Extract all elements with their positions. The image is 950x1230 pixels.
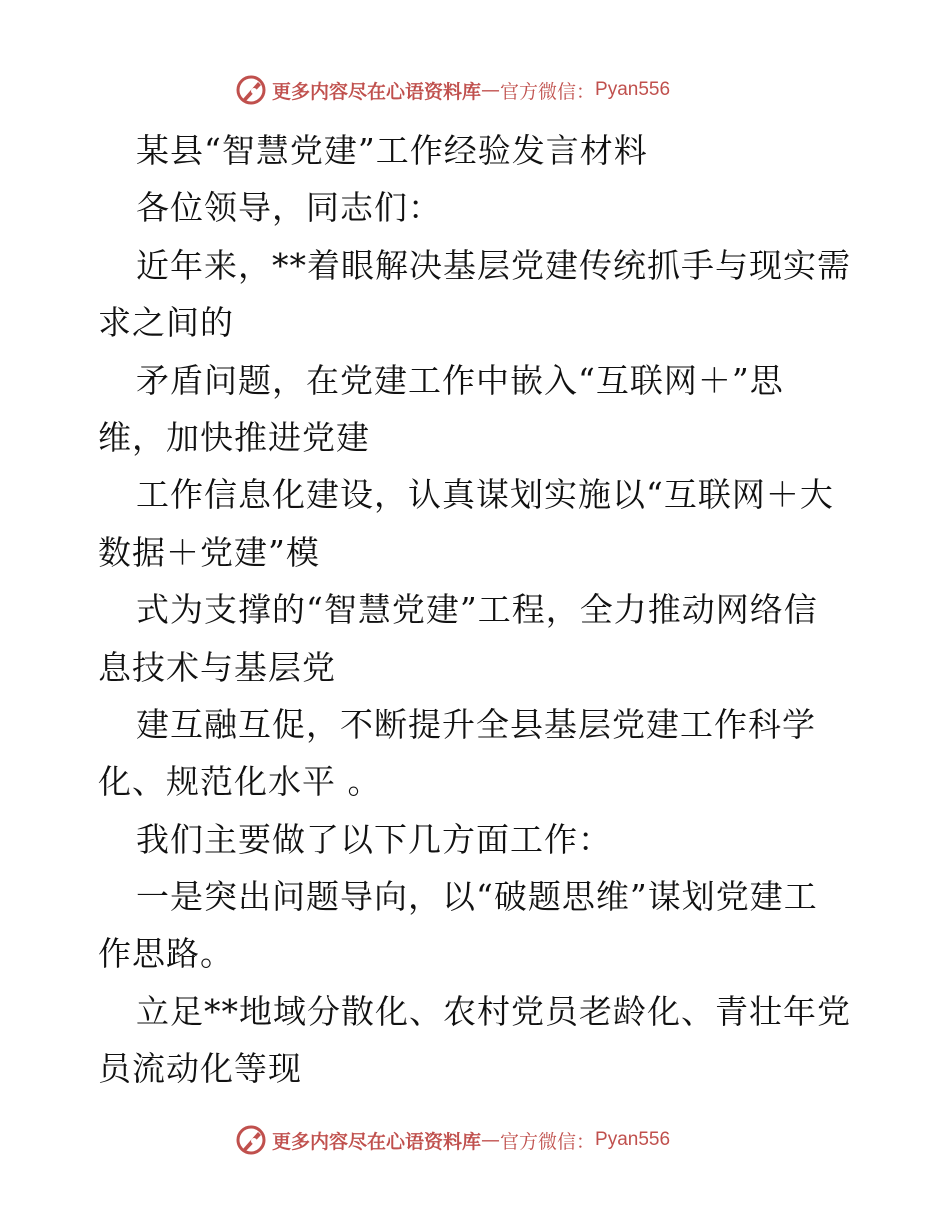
watermark-dash: —	[481, 1129, 501, 1151]
watermark-wechat-id: Pyan556	[595, 79, 671, 100]
text-line: 式为支撑的“智慧党建”工程，全力推动网络信	[136, 590, 818, 630]
text-line: 矛盾问题，在党建工作中嵌入“互联网＋”思	[136, 360, 784, 400]
text-line: 员流动化等现	[98, 1049, 302, 1089]
watermark-main-text: 更多内容尽在心语资料库	[272, 80, 482, 103]
watermark-sub-text: 官方微信：	[500, 1130, 596, 1153]
footer-watermark	[234, 1122, 670, 1158]
text-line: 求之间的	[98, 303, 234, 343]
pen-logo-icon	[234, 73, 268, 107]
text-line: 工作信息化建设，认真谋划实施以“互联网＋大	[136, 475, 834, 515]
text-line: 作思路。	[98, 934, 234, 974]
text-line: 我们主要做了以下几方面工作：	[136, 819, 612, 859]
text-line: 立足**地域分散化、农村党员老龄化、青壮年党	[136, 991, 851, 1031]
pen-logo-icon	[234, 1123, 268, 1157]
document-body	[98, 122, 858, 1098]
text-line: 某县“智慧党建”工作经验发言材料	[136, 131, 648, 170]
text-line: 各位领导，同志们：	[136, 188, 442, 228]
text-line: 一是突出问题导向，以“破题思维”谋划党建工	[136, 877, 818, 917]
header-watermark	[234, 72, 670, 108]
watermark-dash: —	[481, 79, 501, 101]
text-line: 数据＋党建”模	[98, 532, 320, 572]
watermark-main-text: 更多内容尽在心语资料库	[272, 1130, 482, 1153]
text-line: 近年来，**着眼解决基层党建传统抓手与现实需	[136, 245, 851, 285]
text-line: 化、规范化水平 。	[98, 762, 382, 802]
text-line: 维，加快推进党建	[98, 417, 370, 457]
watermark-sub-text: 官方微信：	[500, 80, 596, 103]
watermark-wechat-id: Pyan556	[595, 1129, 671, 1150]
text-line: 息技术与基层党	[98, 647, 336, 687]
text-line: 建互融互促，不断提升全县基层党建工作科学	[136, 704, 816, 744]
